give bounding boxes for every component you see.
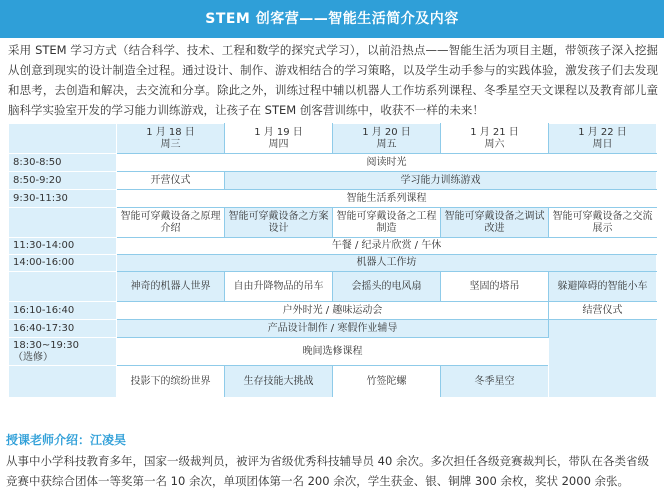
activity-cell: 投影下的缤纷世界 (117, 366, 225, 398)
activity-cell: 神奇的机器人世界 (117, 272, 225, 302)
table-row (9, 208, 657, 238)
activity-cell: 会摇头的电风扇 (333, 272, 441, 302)
time-cell: 16:10-16:40 (9, 302, 117, 320)
activity-cell: 躲避障碍的智能小车 (549, 272, 657, 302)
table-row (9, 172, 657, 190)
table-row (9, 154, 657, 172)
activity-cell: 智能可穿戴设备之方案设计 (225, 208, 333, 238)
empty-cell (549, 320, 657, 398)
activity-cell: 结营仪式 (549, 302, 657, 320)
activity-cell: 智能可穿戴设备之原理介绍 (117, 208, 225, 238)
page-title: STEM 创客营——智能生活简介及内容 (0, 0, 664, 38)
time-cell: 9:30-11:30 (9, 190, 117, 208)
activity-cell: 机器人工作坊 (117, 255, 657, 272)
table-row (9, 302, 657, 320)
time-cell: 18:30~19:30 （选修） (9, 338, 117, 366)
header-day-2: 1 月 19 日 周四 (225, 124, 333, 154)
teacher-bio: 从事中小学科技教育多年，国家一级裁判员，被评为省级优秀科技辅导员 40 余次。多次担任各级竞赛裁判长，带队在各类省级竞赛中获综合团体一等奖第一名 10 余次，单项团体第一名 200 余次，学生获金、银、铜牌 300 余枚，奖状 2000 余张。 (6, 454, 649, 488)
header-day-3: 1 月 20 日 周五 (333, 124, 441, 154)
time-cell: 8:30-8:50 (9, 154, 117, 172)
activity-cell: 坚固的塔吊 (441, 272, 549, 302)
time-cell: 14:00-16:00 (9, 255, 117, 272)
time-cell: 8:50-9:20 (9, 172, 117, 190)
activity-cell: 开营仪式 (117, 172, 225, 190)
table-row (9, 272, 657, 302)
activity-cell: 户外时光 / 趣味运动会 (117, 302, 549, 320)
header-day-1: 1 月 18 日 周三 (117, 124, 225, 154)
activity-cell: 午餐 / 纪录片欣赏 / 午休 (117, 238, 657, 255)
activity-cell: 冬季星空 (441, 366, 549, 398)
time-cell: 11:30-14:00 (9, 238, 117, 255)
table-row (9, 238, 657, 255)
activity-cell: 晚间选修课程 (117, 338, 549, 366)
activity-cell: 自由升降物品的吊车 (225, 272, 333, 302)
activity-cell: 智能可穿戴设备之工程制造 (333, 208, 441, 238)
activity-cell: 学习能力训练游戏 (225, 172, 657, 190)
time-cell (9, 208, 117, 238)
activity-cell: 竹签陀螺 (333, 366, 441, 398)
intro-paragraph: 采用 STEM 学习方式（结合科学、技术、工程和数学的探究式学习），以前沿热点——智能生活为项目主题，带领孩子深入挖掘从创意到现实的设计制造全过程。通过设计、制作、游戏相结合的学习策略，以及学生动手参与的实践体验，激发孩子们去发现和思考，去创造和解决，去交流和分享。除此之外，训练过程中辅以机器人工作坊系列课程、冬季星空天文课程以及教育部儿童脑科学实验室开发的学习能力训练游戏，让孩子在 STEM 创客营训练中，收获不一样的未来！ (8, 43, 658, 117)
table-row (9, 190, 657, 208)
activity-cell: 智能可穿戴设备之交流展示 (549, 208, 657, 238)
table-row (9, 320, 657, 338)
time-cell (9, 366, 117, 398)
activity-cell: 智能生活系列课程 (117, 190, 657, 208)
table-row (9, 124, 657, 154)
activity-cell: 产品设计制作 / 寒假作业辅导 (117, 320, 549, 338)
activity-cell: 智能可穿戴设备之调试改进 (441, 208, 549, 238)
activity-cell: 生存技能大挑战 (225, 366, 333, 398)
time-cell (9, 272, 117, 302)
header-day-5: 1 月 22 日 周日 (549, 124, 657, 154)
schedule-table (8, 123, 657, 398)
activity-cell: 阅读时光 (117, 154, 657, 172)
time-cell: 16:40-17:30 (9, 320, 117, 338)
header-day-4: 1 月 21 日 周六 (441, 124, 549, 154)
header-corner (9, 124, 117, 154)
table-row (9, 255, 657, 272)
teacher-title: 授课老师介绍：江凌昊 (6, 433, 127, 447)
